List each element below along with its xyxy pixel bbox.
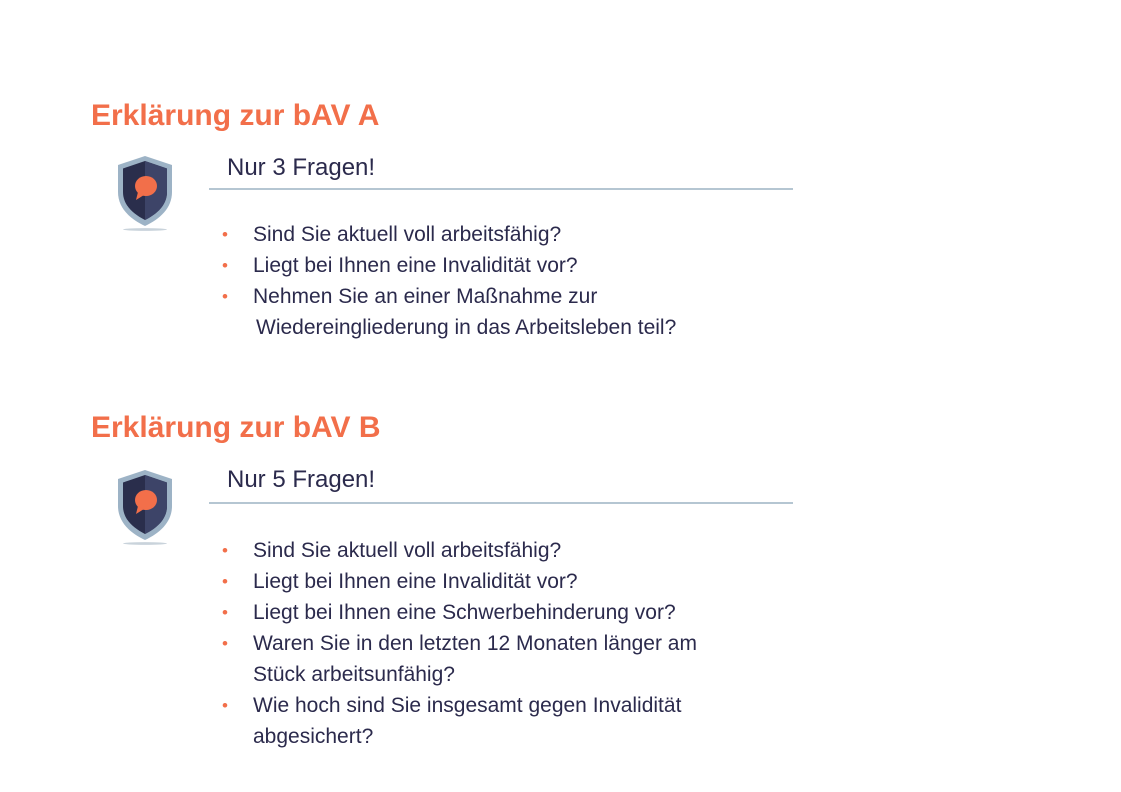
section-a-subtitle: Nur 3 Fragen! (227, 154, 376, 181)
question-text: Wie hoch sind Sie insgesamt gegen Invalidität (253, 694, 682, 717)
question-list-item (222, 535, 697, 566)
question-text: abgesichert? (253, 725, 374, 748)
section-a-title: Erklärung zur bAV A (91, 99, 380, 132)
bullet-dot-icon: • (222, 572, 228, 591)
question-list-item (222, 597, 697, 628)
shield-speech-bubble-icon (115, 468, 175, 546)
section-b-divider (209, 502, 793, 504)
bullet-dot-icon: • (222, 634, 228, 653)
section-a-question-list (222, 219, 676, 343)
question-text: Waren Sie in den letzten 12 Monaten länger am (253, 632, 697, 655)
question-list-item (222, 250, 676, 281)
bullet-dot-icon: • (222, 256, 228, 275)
question-list-item (222, 566, 697, 597)
bullet-dot-icon: • (222, 603, 228, 622)
question-text: Liegt bei Ihnen eine Schwerbehinderung vor? (253, 601, 676, 624)
shield-speech-bubble-icon (115, 154, 175, 232)
question-list-item (222, 690, 697, 752)
section-b-question-list (222, 535, 697, 752)
question-text: Wiedereingliederung in das Arbeitsleben teil? (256, 316, 677, 339)
question-text: Sind Sie aktuell voll arbeitsfähig? (253, 223, 562, 246)
question-text: Nehmen Sie an einer Maßnahme zur (253, 285, 598, 308)
bullet-dot-icon: • (222, 541, 228, 560)
section-b-title: Erklärung zur bAV B (91, 411, 381, 444)
bullet-dot-icon: • (222, 225, 228, 244)
question-list-item (222, 628, 697, 690)
question-text: Stück arbeitsunfähig? (253, 663, 455, 686)
question-text: Sind Sie aktuell voll arbeitsfähig? (253, 539, 562, 562)
section-a-divider (209, 188, 793, 190)
bullet-dot-icon: • (222, 287, 228, 306)
question-list-item (222, 281, 676, 343)
question-list-item (222, 219, 676, 250)
question-text: Liegt bei Ihnen eine Invalidität vor? (253, 254, 578, 277)
question-text: Liegt bei Ihnen eine Invalidität vor? (253, 570, 578, 593)
section-b-subtitle: Nur 5 Fragen! (227, 466, 376, 493)
bullet-dot-icon: • (222, 696, 228, 715)
